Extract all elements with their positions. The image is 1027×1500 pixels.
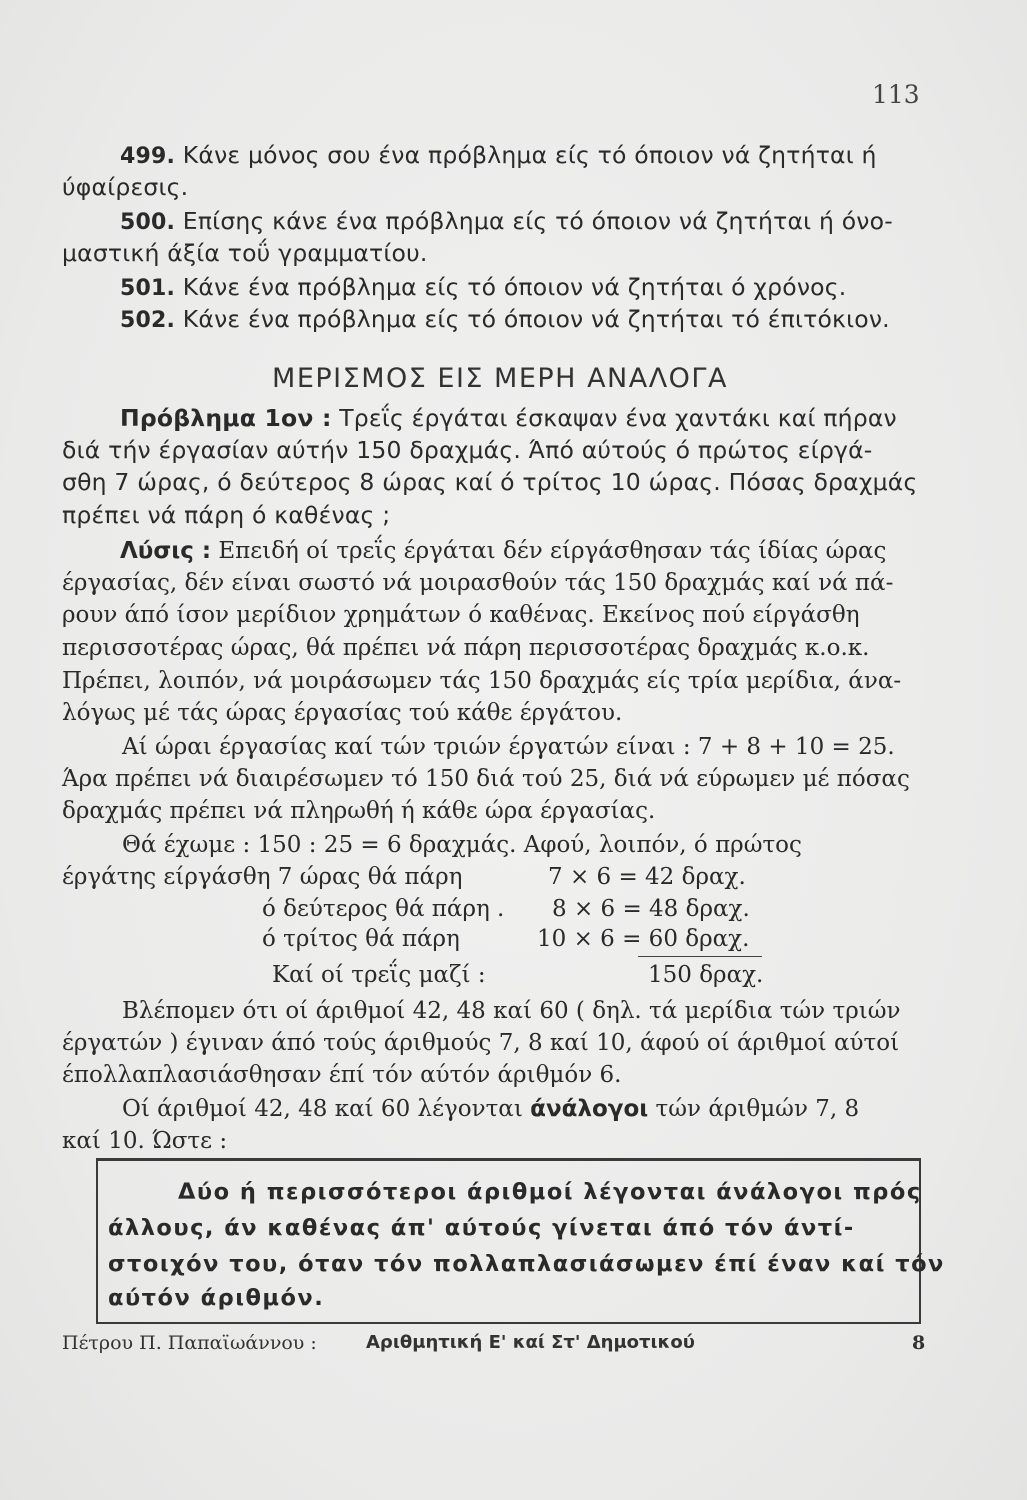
sum-rule [638,956,762,957]
calc-total-expr: 150 δραχ. [648,962,764,988]
after-calc-line-1: Βλέπομεν ότι οί άριθμοί 42, 48 καί 60 ( δηλ. τά μερίδια τών τριών [122,998,901,1024]
exercise-499-continued: ύφαίρεσις. [62,173,189,201]
exercise-499 [120,140,877,172]
problem-line-2: διά τήν έργασίαν αύτήν 150 δραχμάς. Άπό αύτούς ό πρώτος είργά- [62,436,873,464]
definition-box [96,1158,945,1324]
problem-line-1 [120,403,897,433]
exercise-text: Κάνε ένα πρόβλημα είς τό όποιον νά ζητήται τό έπιτόκιον. [182,305,890,333]
calc-total-label: Καί οί τρεΐς μαζί : [272,962,486,988]
solution-line-2: έργασίας, δέν είναι σωστό νά μοιρασθούν τάς 150 δραχμάς καί νά πά- [62,570,894,596]
footer-author: Πέτρου Π. Παπαϊωάννου : [62,1332,317,1354]
definition-line-4: αύτόν άριθμόν. [108,1285,325,1311]
solution-line-8: Άρα πρέπει νά διαιρέσωμεν τό 150 διά τού 25, διά νά εύρωμεν μέ πόσας [62,766,910,792]
proportional-line-2: καί 10. Ώστε : [62,1128,228,1154]
solution-line-9: δραχμάς πρέπει νά πληρωθή ή κάθε ώρα έργασίας. [62,798,656,824]
section-heading: ΜΕΡΙΣΜΟΣ ΕΙΣ ΜΕΡΗ ΑΝΑΛΟΓΑ [272,363,728,394]
solution-line-6: λόγως μέ τάς ώρας έργασίας τού κάθε έργάτου. [62,700,623,726]
calc-row-2-expr: 8 × 6 = 48 δραχ. [552,896,750,922]
definition-line-3: στοιχόν του, όταν τόν πολλαπλασιάσωμεν έπί έναν καί τόν [108,1251,945,1277]
exercise-number: 502. [120,308,176,333]
exercise-text: Κάνε μόνος σου ένα πρόβλημα είς τό όποιον νά ζητήται ή [182,141,877,169]
exercise-500 [120,206,893,238]
calc-row-3-expr: 10 × 6 = 60 δραχ. [537,926,750,952]
page-number: 113 [872,80,920,109]
problem-text: Τρεΐς έργάται έσκαψαν ένα χαντάκι καί πήραν [339,404,897,432]
proportional-term: άνάλογοι [530,1096,649,1122]
definition-line-2: άλλους, άν καθένας άπ' αύτούς γίνεται άπό τόν άντί- [108,1215,855,1241]
footer-title: Αριθμητική Ε' καί Στ' Δημοτικού [366,1332,695,1353]
solution-line-11: έργάτης είργάσθη 7 ώρας θά πάρη [62,864,463,890]
exercise-text: Κάνε ένα πρόβλημα είς τό όποιον νά ζητήται ό χρόνος. [182,273,847,301]
proportional-text-before: Οί άριθμοί 42, 48 καί 60 λέγονται [122,1096,523,1122]
after-calc-line-2: έργατών ) έγιναν άπό τούς άριθμούς 7, 8 καί 10, άφού οί άριθμοί αύτοί [62,1030,900,1056]
exercise-502 [120,304,890,336]
proportional-text-after: τών άριθμών 7, 8 [655,1096,860,1122]
proportional-line-1 [122,1094,859,1124]
definition-line-1: Δύο ή περισσότεροι άριθμοί λέγονται άνάλογοι πρός [178,1179,922,1205]
calc-row-3-label: ό τρίτος θά πάρη [262,926,460,952]
solution-label: Λύσις : [120,538,212,564]
exercise-text: Επίσης κάνε ένα πρόβλημα είς τό όποιον νά ζητήται ή όνο- [182,207,893,235]
exercise-501 [120,272,846,304]
problem-line-3: σθη 7 ώρας, ό δεύτερος 8 ώρας καί ό τρίτος 10 ώρας. Πόσας δραχμάς [62,468,918,496]
solution-line-7: Αί ώραι έργασίας καί τών τριών έργατών είναι : 7 + 8 + 10 = 25. [122,734,895,760]
solution-text: Επειδή οί τρεΐς έργάται δέν είργάσθησαν τάς ίδίας ώρας [218,538,887,564]
solution-line-10: Θά έχωμε : 150 : 25 = 6 δραχμάς. Αφού, λοιπόν, ό πρώτος [122,832,802,858]
footer-sheet-number: 8 [912,1332,926,1354]
problem-line-4: πρέπει νά πάρη ό καθένας ; [62,501,391,529]
solution-line-1 [120,536,886,566]
exercise-number: 501. [120,276,176,301]
exercise-number: 500. [120,210,176,235]
calc-row-1-expr: 7 × 6 = 42 δραχ. [548,864,746,890]
exercise-number: 499. [120,144,176,169]
solution-line-5: Πρέπει, λοιπόν, νά μοιράσωμεν τάς 150 δραχμάς είς τρία μερίδια, άνα- [62,668,902,694]
after-calc-line-3: έπολλαπλασιάσθησαν έπί τόν αύτόν άριθμόν 6. [62,1062,622,1088]
exercise-500-continued: μαστική άξία τοΰ γραμματίου. [62,239,428,267]
problem-label: Πρόβλημα 1ον : [120,404,332,432]
solution-line-3: ρουν άπό ίσον μερίδιον χρημάτων ό καθένας. Εκείνος πού είργάσθη [62,602,860,628]
solution-line-4: περισσοτέρας ώρας, θά πρέπει νά πάρη περισσοτέρας δραχμάς κ.ο.κ. [62,635,870,661]
calc-row-2-label: ό δεύτερος θά πάρη . [262,896,505,922]
